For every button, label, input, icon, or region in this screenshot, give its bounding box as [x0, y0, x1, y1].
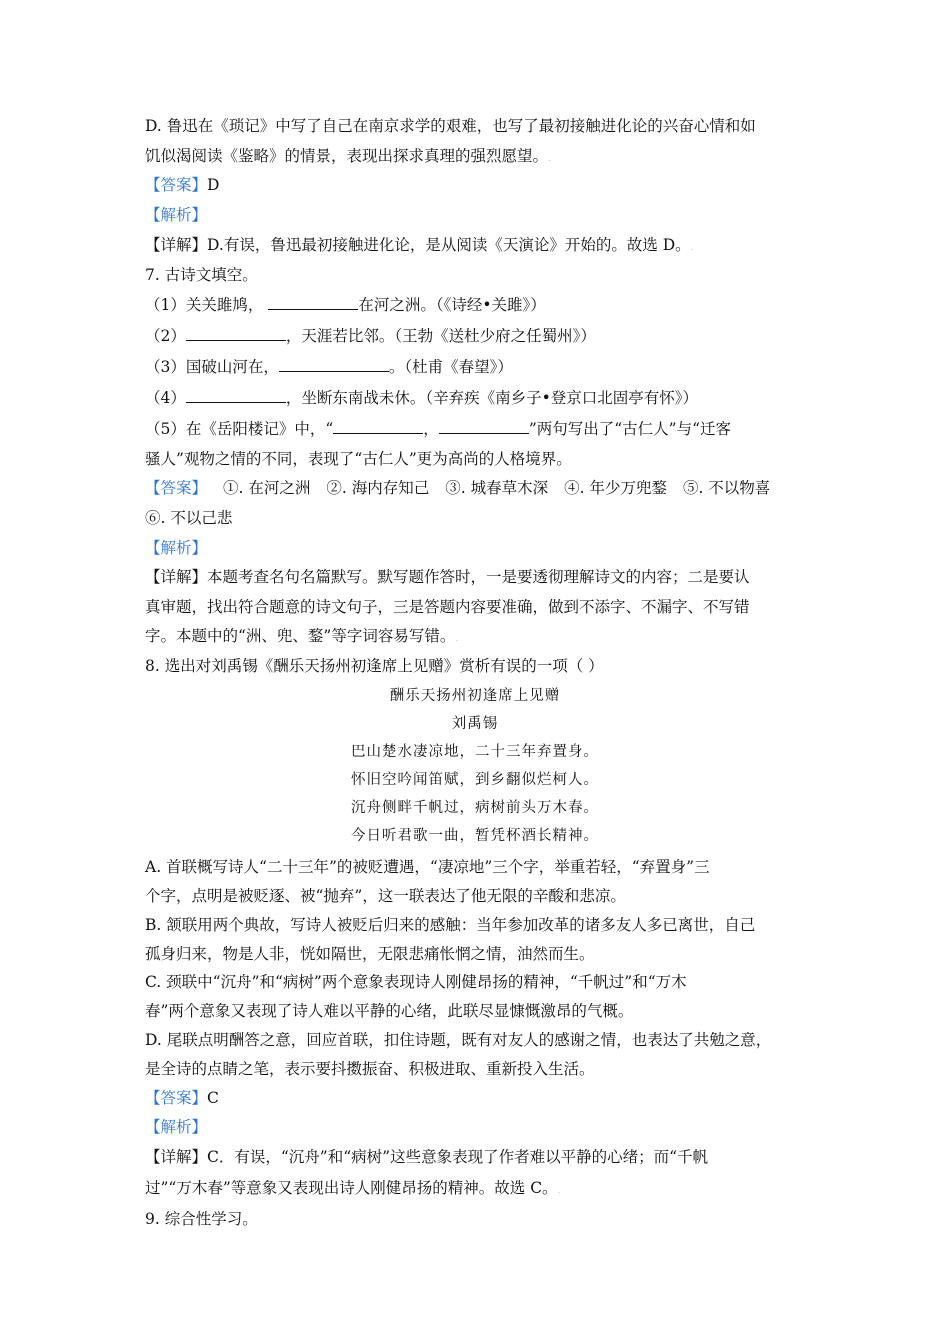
poem-author: 刘禹锡 [451, 716, 499, 732]
answer-tag: 【答案】 [145, 479, 208, 497]
blank-line [186, 326, 286, 341]
blank-line [186, 388, 286, 403]
analysis-tag: 【解析】 [145, 539, 208, 557]
q7-answer-6: ⑥. 不以己悲 [145, 509, 233, 527]
blank-line [279, 357, 389, 372]
q7-answer [145, 478, 810, 498]
poem-title: 酬乐天扬州初逢席上见赠 [389, 688, 561, 704]
q8-analysis [145, 1117, 810, 1137]
blank-line [439, 419, 529, 434]
q8-detail-line1: 【详解】C．有误，“沉舟”和“病树”这些意象表现了作者难以平静的心绪；而“千帆 [145, 1148, 708, 1166]
q8-option-a-line1: A. 首联概写诗人“二十三年”的被贬遭遇，“凄凉地”三个字，举重若轻，“弃置身”三 [145, 858, 710, 876]
q8-option-b-line2: 孤身归来，物是人非，恍如隔世，无限悲痛怅惘之情，油然而生。 [145, 945, 595, 963]
answer-4: ④. 年少万兜鍪 [564, 479, 667, 497]
q7-item-1: （1）关关雎鸠， 在河之洲。（《诗经•关雎》） [145, 296, 546, 314]
q8-option-a-line2: 个字，点明是被贬逐、被“抛弃”，这一联表达了他无限的辛酸和悲凉。 [145, 887, 626, 905]
q6-option-d-line1: D. 鲁迅在《琐记》中写了自己在南京求学的艰难，也写了最初接触进化论的兴奋心情和如 [145, 117, 756, 135]
detail-tag: 【详解】 [145, 568, 208, 586]
poem-line-3: 沉舟侧畔千帆过，病树前头万木春。 [351, 800, 599, 816]
q8-detail-line2: 过”“万木春”等意象又表现出诗人刚健昂扬的精神。故选 C。. [145, 1179, 561, 1197]
blank-line [333, 419, 423, 434]
q7-item-5-line1: （5）在《岳阳楼记》中，“ ， ”两句写出了“古仁人”与“迁客 [145, 420, 732, 438]
q8-option-d-line2: 是全诗的点睛之笔，表示要抖擞振奋、积极进取、重新投入生活。 [145, 1060, 595, 1078]
blank-line [268, 295, 358, 310]
q7-detail-line3: 字。本题中的“洲、兜、鍪”等字词容易写错。. [145, 627, 459, 645]
poem-line-4: 今日听君歌一曲，暂凭杯酒长精神。 [351, 828, 599, 844]
q6-answer: 【答案】D [145, 176, 220, 194]
q8-option-d-line1: D. 尾联点明酬答之意，回应首联，扣住诗题，既有对友人的感谢之情，也表达了共勉之意， [145, 1031, 772, 1049]
answer-tag: 【答案】 [145, 176, 208, 194]
q6-analysis [145, 205, 810, 225]
analysis-tag: 【解析】 [145, 1118, 208, 1136]
detail-tag: 【详解】 [145, 1148, 208, 1166]
answer-tag: 【答案】 [145, 1089, 208, 1107]
q7-item-2: （2） ，天涯若比邻。（王勃《送杜少府之任蜀州》） [145, 327, 596, 345]
q8-option-c-line2: 春”两个意象又表现了诗人难以平静的心绪，此联尽显慷慨激昂的气概。 [145, 1002, 634, 1020]
q8-title: 8. 选出对刘禹锡《酬乐天扬州初逢席上见赠》赏析有误的一项（ ） [145, 657, 604, 675]
q7-item-4: （4） ，坐断东南战未休。（辛弃疾《南乡子•登京口北固亭有怀》） [145, 389, 699, 407]
answer-3: ③. 城春草木深 [445, 479, 549, 497]
q9-title: 9. 综合性学习。 [145, 1210, 258, 1228]
poem-line-1: 巴山楚水凄凉地，二十三年弃置身。 [351, 744, 599, 760]
q8-option-c-line1: C. 颈联中“沉舟”和“病树”两个意象表现诗人刚健昂扬的精神，“千帆过”和“万木 [145, 973, 687, 991]
answer-1: ①. 在河之洲 [223, 479, 311, 497]
answer-2: ②. 海内存知己 [326, 479, 430, 497]
q7-item-3: （3）国破山河在， 。（杜甫《春望》） [145, 358, 513, 376]
q8-answer: 【答案】C [145, 1089, 219, 1107]
poem-line-2: 怀旧空吟闻笛赋，到乡翻似烂柯人。 [351, 772, 599, 788]
q7-detail-line1: 【详解】本题考查名句名篇默写。默写题作答时，一是要透彻理解诗文的内容；二是要认 [145, 568, 750, 586]
q7-analysis [145, 538, 810, 558]
q6-detail: 【详解】D.有误，鲁迅最初接触进化论，是从阅读《天演论》开始的。故选 D。. [145, 236, 694, 254]
detail-tag: 【详解】 [145, 236, 208, 254]
q7-title: 7. 古诗文填空。 [145, 266, 258, 284]
answer-5: ⑤. 不以物喜 [682, 479, 771, 497]
q7-item-5-line2: 骚人”观物之情的不同，表现了“古仁人”更为高尚的人格境界。 [145, 450, 572, 468]
analysis-tag: 【解析】 [145, 206, 208, 224]
q8-option-b-line1: B. 颔联用两个典故，写诗人被贬后归来的感触：当年参加改革的诸多友人多已离世，自己 [145, 916, 756, 934]
q6-option-d-line2: 饥似渴阅读《鉴略》的情景，表现出探求真理的强烈愿望。. [145, 147, 551, 165]
q7-detail-line2: 真审题，找出符合题意的诗文句子，三是答题内容要准确，做到不添字、不漏字、不写错 [145, 598, 750, 616]
